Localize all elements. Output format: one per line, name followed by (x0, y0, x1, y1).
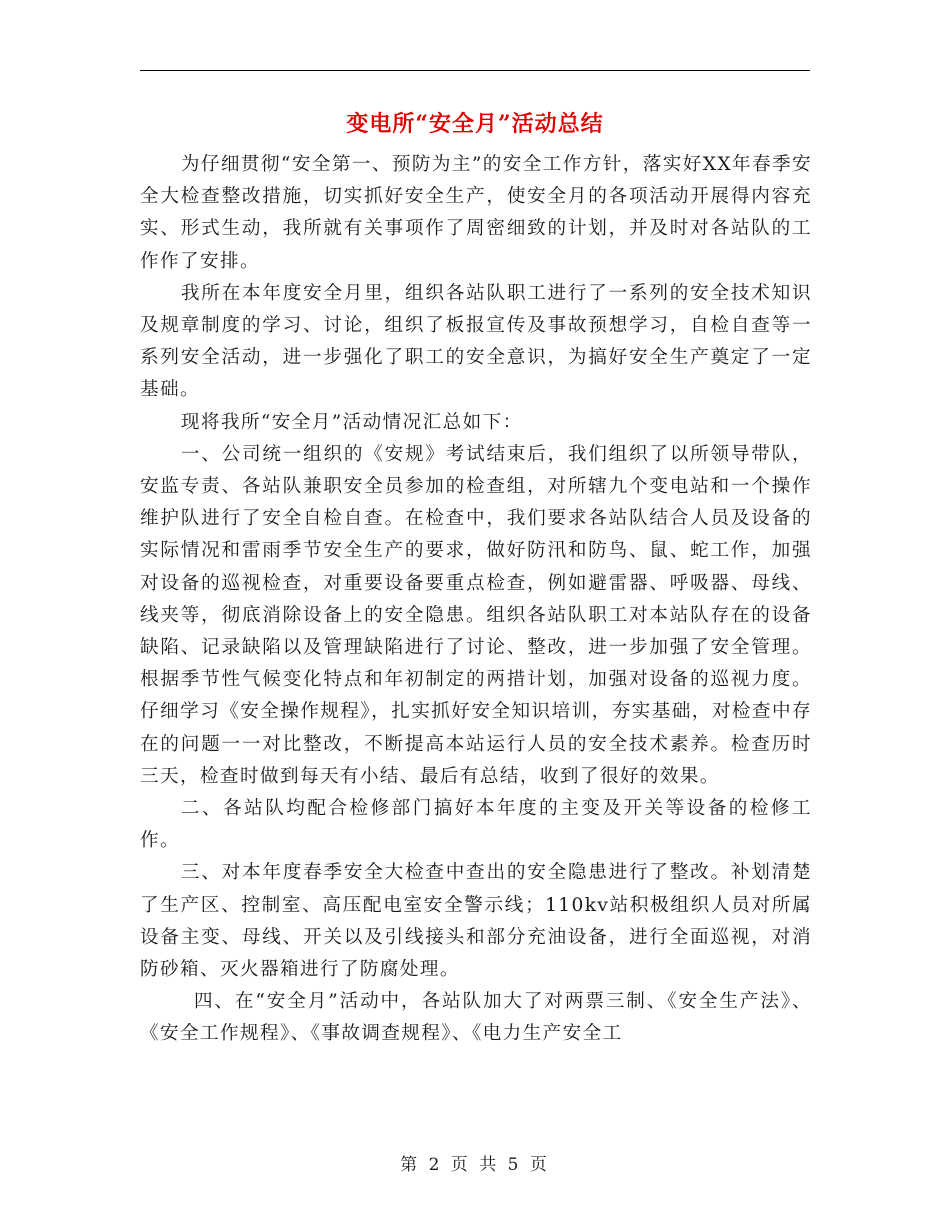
paragraph-item-4: 四、在“安全月”活动中，各站队加大了对两票三制、《安全生产法》、《安全工作规程》、《事故调查规程》、《电力生产安全工 (140, 991, 812, 1045)
paragraph-item-1: 一、公司统一组织的《安规》考试结束后，我们组织了以所领导带队，安监专责、各站队兼职安全员参加的检查组，对所辖九个变电站和一个操作维护队进行了安全自检自查。在检查中，我们要求各站队结合人员及设备的实际情况和雷雨季节安全生产的要求，做好防汛和防鸟、鼠、蛇工作，加强对设备的巡视检查，对重要设备要重点检查，例如避雷器、呼吸器、母线、线夹等，彻底消除设备上的安全隐患。组织各站队职工对本站队存在的设备缺陷、记录缺陷以及管理缺陷进行了讨论、整改，进一步加强了安全管理。根据季节性气候变化特点和年初制定的两措计划，加强对设备的巡视力度。仔细学习《安全操作规程》，扎实抓好安全知识培训，夯实基础，对检查中存在的问题一一对比整改，不断提高本站运行人员的安全技术素养。检查历时三天，检查时做到每天有小结、最后有总结，收到了很好的效果。 (140, 443, 812, 787)
document-title: 变电所“安全月”活动总结 (346, 111, 604, 137)
paragraph-item-3: 三、对本年度春季安全大检查中查出的安全隐患进行了整改。补划清楚了生产区、控制室、高压配电室安全警示线；110kv站积极组织人员对所属设备主变、母线、开关以及引线接头和部分充油设备，进行全面巡视，对消防砂箱、灭火器箱进行了防腐处理。 (140, 862, 812, 981)
paragraph-intro: 为仔细贯彻“安全第一、预防为主”的安全工作方针，落实好XX年春季安全大检查整改措施，切实抓好安全生产，使安全月的各项活动开展得内容充实、形式生动，我所就有关事项作了周密细致的计划，并及时对各站队的工作作了安排。 (140, 154, 812, 272)
paragraph-item-2: 二、各站队均配合检修部门搞好本年度的主变及开关等设备的检修工作。 (140, 798, 812, 852)
header-rule (140, 70, 810, 71)
paragraph-summary: 我所在本年度安全月里，组织各站队职工进行了一系列的安全技术知识及规章制度的学习、讨论，组织了板报宣传及事故预想学习，自检自查等一系列安全活动，进一步强化了职工的安全意识，为搞好安全生产奠定了一定基础。 (140, 282, 812, 401)
document-body (140, 149, 812, 1051)
page-number: 第 2 页 共 5 页 (400, 1155, 550, 1175)
paragraph-lead-in: 现将我所“安全月”活动情况汇总如下： (180, 411, 523, 433)
